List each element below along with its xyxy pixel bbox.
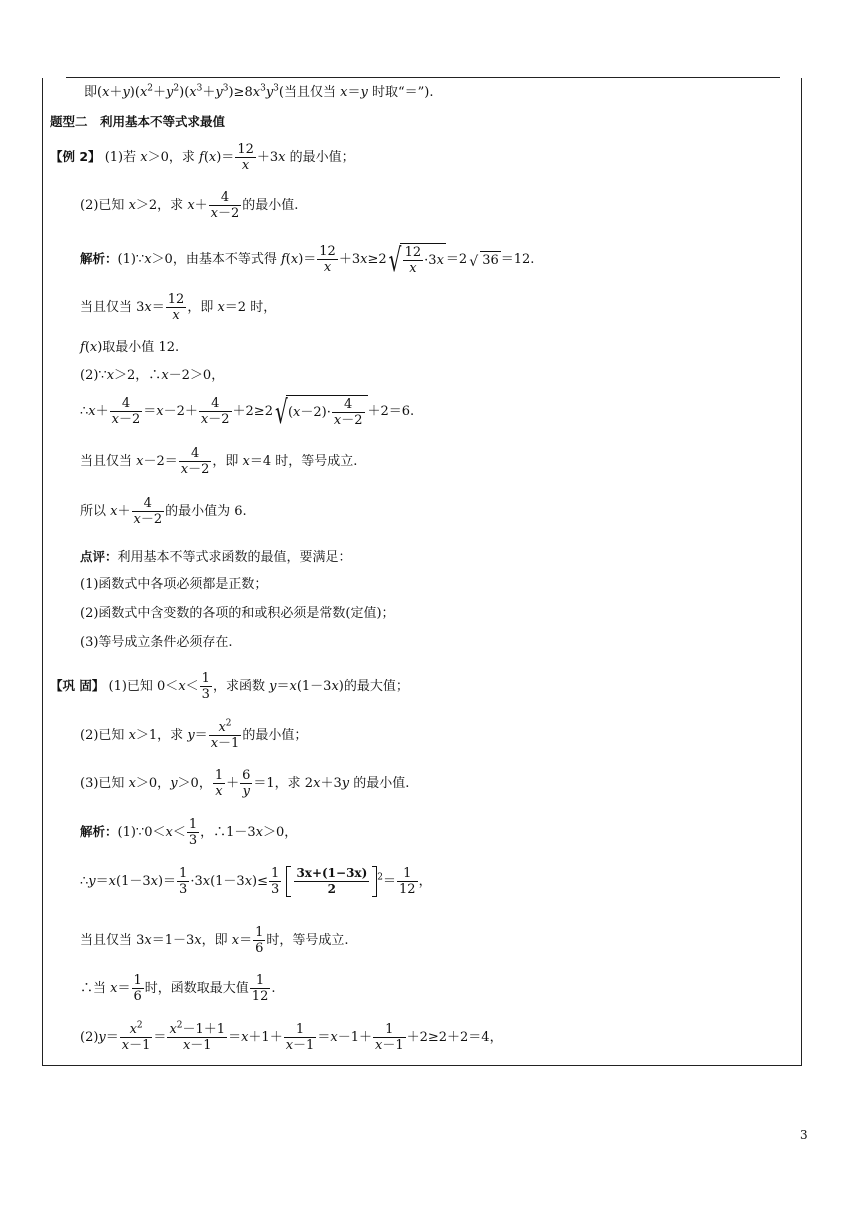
content-frame: [42, 78, 802, 1066]
example2-solution-1: 解析：(1)∵x＞0，由基本不等式得 f(x)＝ $\frac{12}{x}$ ＋3x≥2 √ $\frac{12}{x}$ ·3x ＝2 √ 36 ＝12.: [80, 240, 535, 280]
example2-q2: (2)已知 x＞2，求 x＋ $\frac{4}{x-2}$ 的最小值.: [80, 190, 299, 221]
practice-q2: (2)已知 x＞1，求 y＝ $\frac{x^2}{x-1}$ 的最小值；: [80, 718, 308, 751]
example2-solution-2: 当且仅当 3x＝ $\frac{12}{x}$ ，即 x＝2 时，: [80, 292, 277, 323]
example2-solution-7: 所以 x＋ $\frac{4}{x-2}$ 的最小值为 6.: [80, 496, 247, 527]
example2-solution-5: ∴x＋ $\frac{4}{x-2}$ ＝x－2＋ $\frac{4}{x-2}$ ＋2≥2 √ (x－2)· $\frac{4}{x-2}$ ＋2＝6.: [80, 392, 415, 432]
example2-solution-6: 当且仅当 x－2＝ $\frac{4}{x-2}$ ，即 x＝4 时，等号成立.: [80, 446, 358, 477]
intro-line: 即$(x+y)(x^2+y^2)(x^3+y^3)\ge 8x^3y^3$(当且仅当 x＝y 时取“＝”).: [84, 83, 434, 100]
practice-solution-1: 解析：(1)∵0＜x＜ $\frac{1}{3}$ ，∴1－3x＞0，: [80, 817, 298, 848]
example2-label: 【例 2】: [50, 149, 101, 164]
practice-solution-3: 当且仅当 3x＝1－3x，即 x＝ $\frac{1}{6}$ 时，等号成立.: [80, 925, 349, 956]
comment-item-1: (1)函数式中各项必须都是正数；: [80, 577, 268, 592]
example2-q1: 【例 2】 (1)若 x＞0，求 f(x)＝ $\frac{12}{x}$ ＋3x 的最小值；: [50, 142, 355, 173]
practice-solution-4: ∴当 x＝ $\frac{1}{6}$ 时，函数取最大值 $\frac{1}{12}$ .: [80, 973, 276, 1004]
example2-solution-4: (2)∵x＞2，∴x－2＞0，: [80, 368, 225, 383]
practice-q3: (3)已知 x＞0，y＞0， $\frac{1}{x}$ ＋ $\frac{6}{y}$ ＝1，求 2x＋3y 的最小值.: [80, 768, 410, 799]
comment-item-2: (2)函数式中含变数的各项的和或积必须是常数(定值)；: [80, 606, 395, 621]
practice-label: 【巩 固】: [50, 678, 105, 693]
practice-q1: 【巩 固】 (1)已知 0＜x＜ $\frac{1}{3}$ ，求函数 y＝x(1－3x)的最大值；: [50, 671, 409, 702]
section-title: 题型二 利用基本不等式求最值: [50, 114, 226, 129]
comment-line: 点评：利用基本不等式求函数的最值，要满足：: [80, 549, 352, 565]
comment-item-3: (3)等号成立条件必须存在.: [80, 635, 233, 650]
example2-solution-3: f(x)取最小值 12.: [80, 340, 180, 355]
page-number: 3: [800, 1128, 808, 1142]
practice-solution-2: ∴y＝x(1－3x)＝ $\frac{1}{3}$ ·3x(1－3x)≤ $\frac{1}{3}$ $\frac{3x+(1-3x)}{2}$ $^2$＝ $\frac{1}{12}$ ，: [80, 866, 432, 897]
practice-solution-5: (2)y＝ $\frac{x^2}{x-1}$ ＝ $\frac{x^2-1+1}{x-1}$ ＝x＋1＋ $\frac{1}{x-1}$ ＝x－1＋ $\frac{1}{x-1}$ ＋2≥2＋2＝4，: [80, 1020, 503, 1053]
